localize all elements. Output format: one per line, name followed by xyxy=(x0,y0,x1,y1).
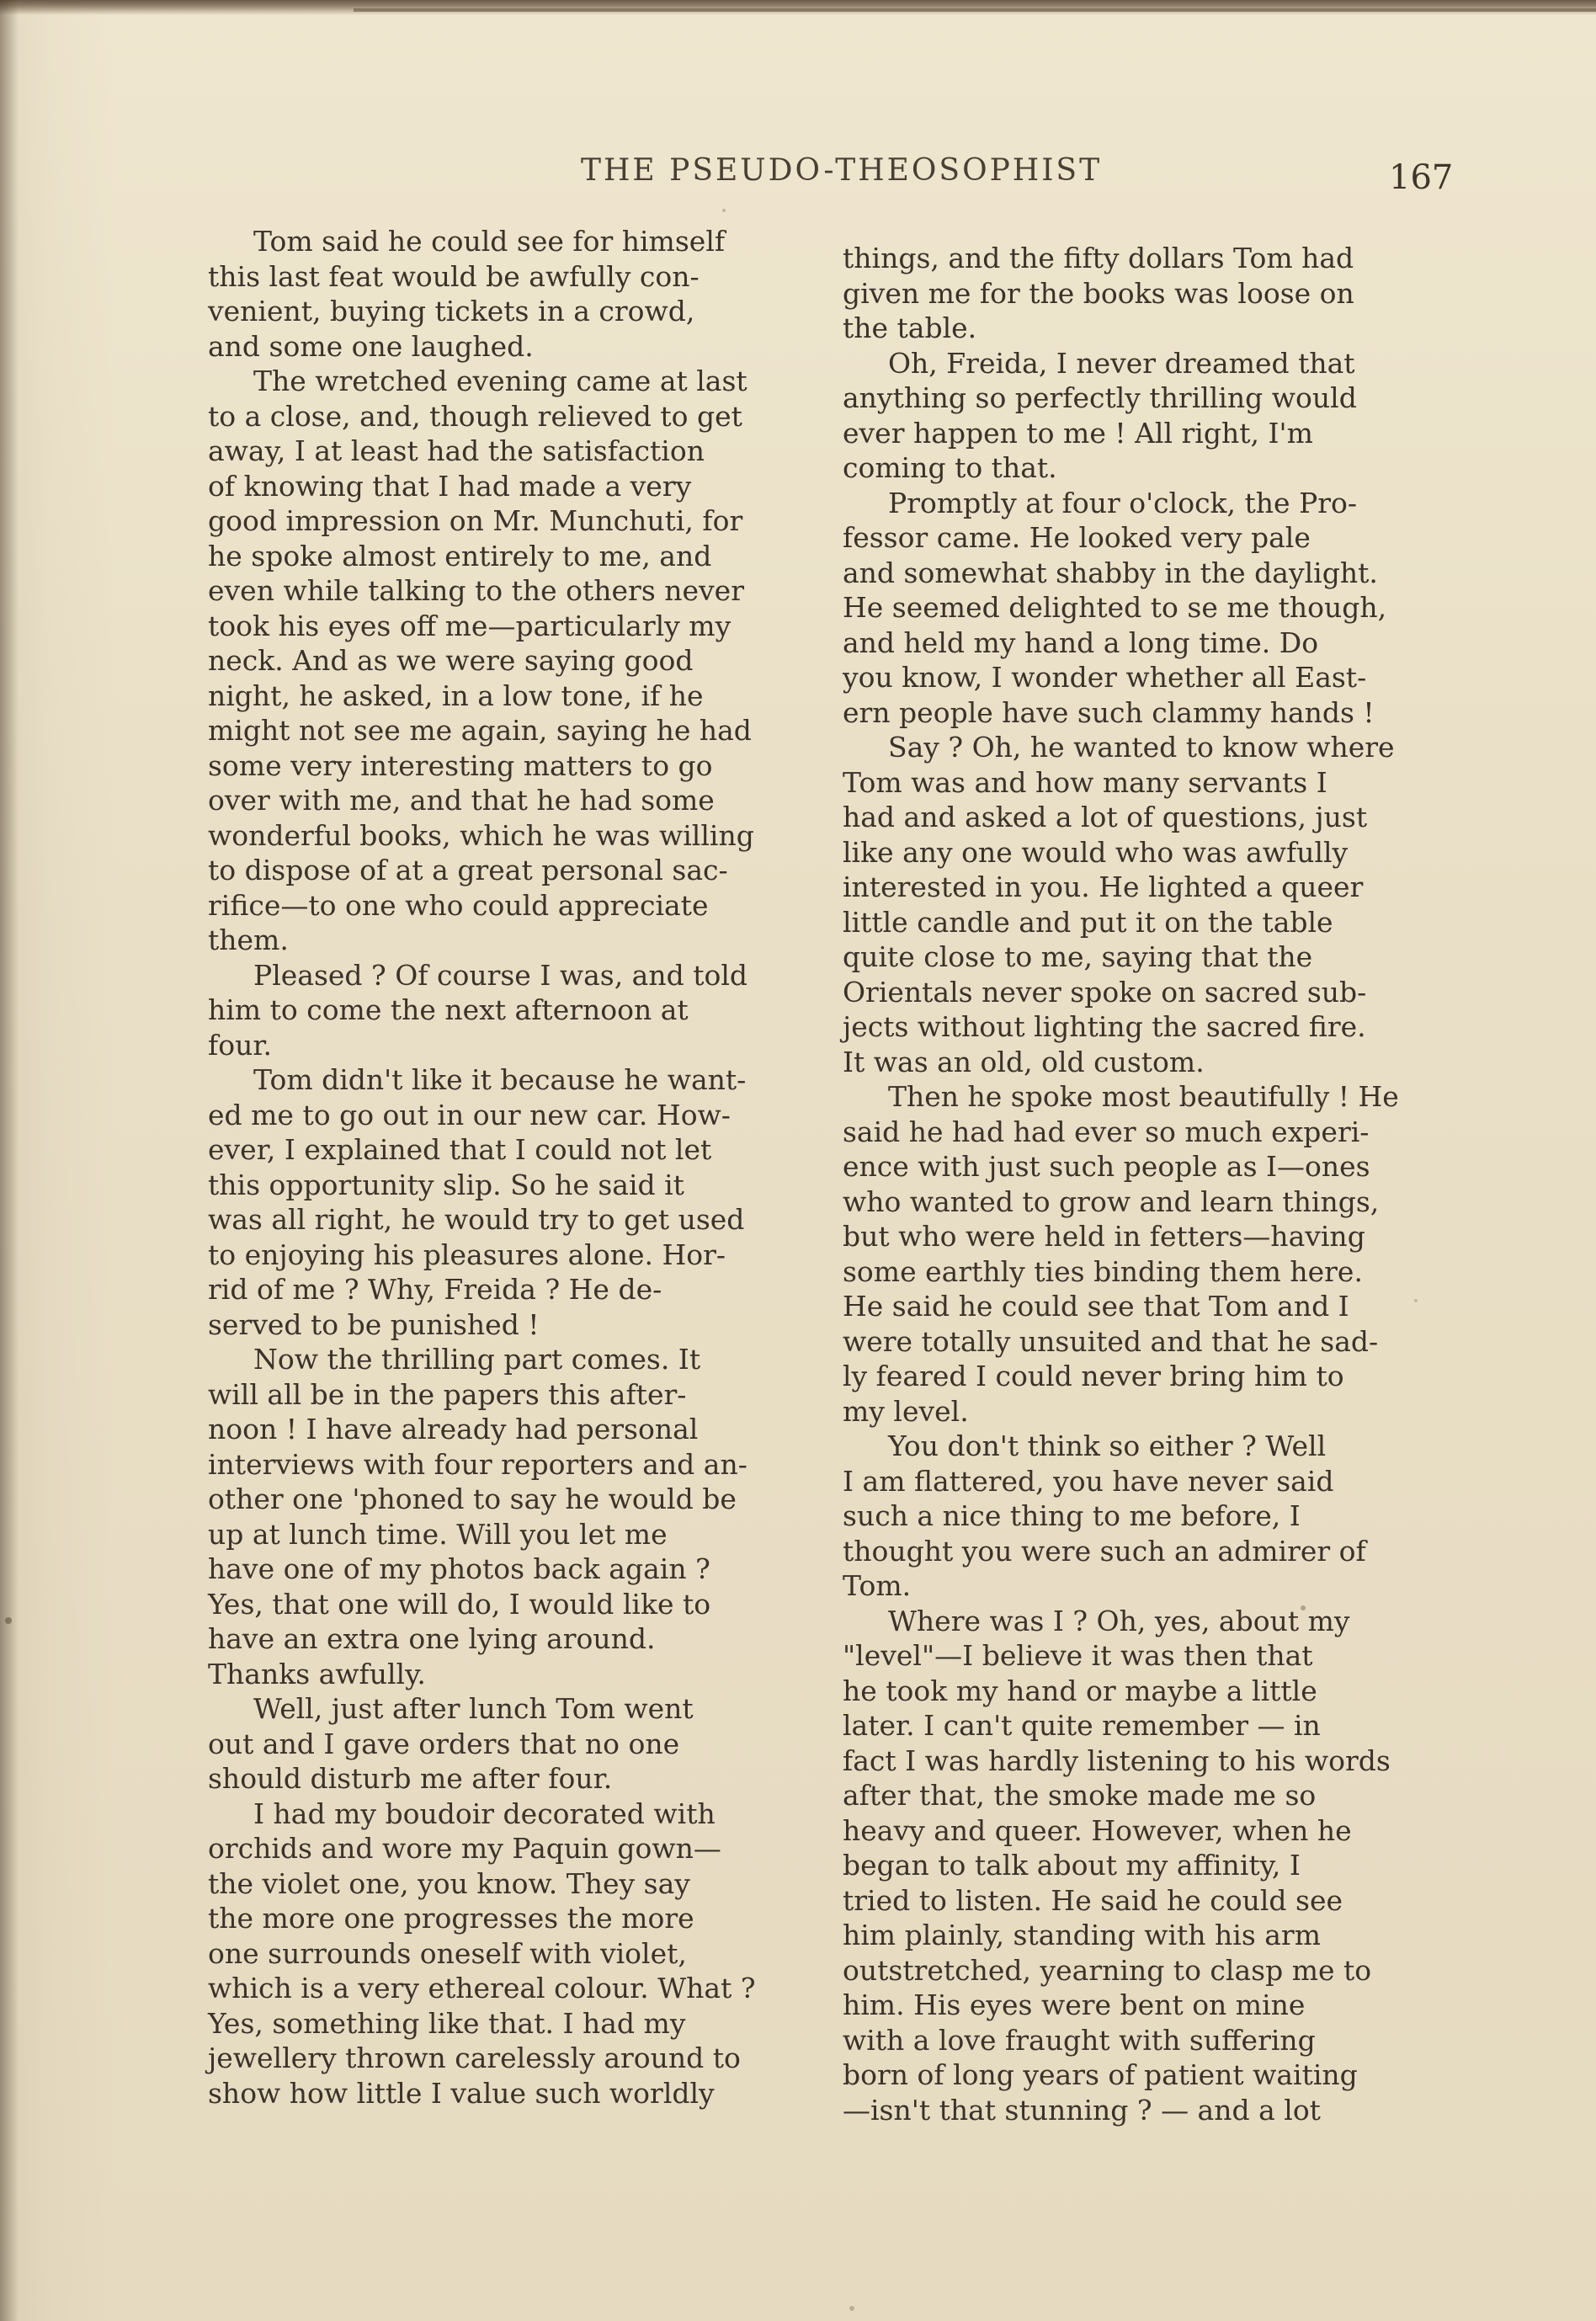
text-line: anything so perfectly thrilling would xyxy=(843,381,1357,414)
text-line: after that, the smoke made me so xyxy=(843,1779,1317,1812)
text-line: interested in you. He lighted a queer xyxy=(843,870,1364,903)
text-line: interviews with four reporters and an- xyxy=(208,1447,747,1481)
text-line: other one 'phoned to say he would be xyxy=(208,1483,737,1515)
text-line: "level"—I believe it was then that xyxy=(843,1639,1313,1672)
text-line: fessor came. He looked very pale xyxy=(843,521,1311,554)
text-line: up at lunch time. Will you let me xyxy=(208,1517,668,1551)
text-line: were totally unsuited and that he sad- xyxy=(843,1324,1379,1358)
text-line: which is a very ethereal colour. What ? xyxy=(208,1972,756,2004)
text-line: Tom said he could see for himself xyxy=(253,225,726,258)
text-line: have an extra one lying around. xyxy=(208,1622,656,1655)
text-line: him plainly, standing with his arm xyxy=(843,1919,1321,1951)
text-line: Well, just after lunch Tom went xyxy=(253,1692,694,1725)
text-line: some earthly ties binding them here. xyxy=(843,1254,1363,1288)
text-line: Tom didn't like it because he want- xyxy=(253,1063,747,1096)
text-line: served to be punished ! xyxy=(208,1307,540,1341)
text-line: thought you were such an admirer of xyxy=(843,1534,1366,1568)
paper-speck xyxy=(1414,1299,1418,1302)
text-line: to dispose of at a great personal sac- xyxy=(208,854,728,886)
text-line: but who were held in fetters—having xyxy=(843,1220,1365,1253)
paper-speck xyxy=(849,2306,854,2311)
text-line: good impression on Mr. Munchuti, for xyxy=(208,504,743,537)
text-line: ly feared I could never bring him to xyxy=(843,1360,1344,1392)
text-line: Where was I ? Oh, yes, about my xyxy=(888,1604,1350,1637)
text-line: Oh, Freida, I never dreamed that xyxy=(888,346,1355,380)
text-line: It was an old, old custom. xyxy=(843,1045,1205,1078)
text-line: this last feat would be awfully con- xyxy=(208,259,700,293)
text-line: born of long years of patient waiting xyxy=(843,2058,1358,2091)
text-line: Say ? Oh, he wanted to know where xyxy=(888,731,1395,764)
text-line: the violet one, you know. They say xyxy=(208,1866,690,1900)
text-line: some very interesting matters to go xyxy=(208,748,713,782)
text-line: noon ! I have already had personal xyxy=(208,1413,699,1445)
text-line: Now the thrilling part comes. It xyxy=(253,1343,701,1376)
text-line: Yes, that one will do, I would like to xyxy=(208,1587,711,1621)
text-line: he spoke almost entirely to me, and xyxy=(208,539,712,572)
text-line: You don't think so either ? Well xyxy=(888,1429,1327,1462)
text-line: you know, I wonder whether all East- xyxy=(843,661,1367,694)
text-line: to enjoying his pleasures alone. Hor- xyxy=(208,1238,726,1271)
text-line: should disturb me after four. xyxy=(208,1762,613,1795)
text-line: things, and the fifty dollars Tom had xyxy=(843,242,1354,274)
text-line: The wretched evening came at last xyxy=(253,365,747,397)
text-line: ern people have such clammy hands ! xyxy=(843,695,1375,729)
text-line: given me for the books was loose on xyxy=(843,276,1354,310)
text-line: the more one progresses the more xyxy=(208,1902,694,1935)
text-line: ed me to go out in our new car. How- xyxy=(208,1098,731,1131)
text-line: and held my hand a long time. Do xyxy=(843,625,1319,659)
text-line: took his eyes off me—particularly my xyxy=(208,609,732,642)
text-line: them. xyxy=(208,924,289,956)
text-line: venient, buying tickets in a crowd, xyxy=(208,295,695,327)
page-number: 167 xyxy=(1389,158,1454,197)
text-line: four. xyxy=(208,1028,272,1062)
text-line: like any one would who was awfully xyxy=(843,835,1349,869)
text-line: even while talking to the others never xyxy=(208,574,744,607)
text-line: might not see me again, saying he had xyxy=(208,714,752,747)
text-line: ever happen to me ! All right, I'm xyxy=(843,416,1313,450)
text-line: Tom. xyxy=(843,1569,912,1602)
running-head-title: THE PSEUDO-THEOSOPHIST xyxy=(581,153,1103,188)
text-line: He seemed delighted to se me though, xyxy=(843,591,1387,624)
text-line: such a nice thing to me before, I xyxy=(843,1499,1301,1532)
text-line: neck. And as we were saying good xyxy=(208,644,694,677)
text-line: have one of my photos back again ? xyxy=(208,1552,710,1585)
text-line: one surrounds oneself with violet, xyxy=(208,1936,687,1970)
text-line: Promptly at four o'clock, the Pro- xyxy=(888,486,1358,519)
text-line: who wanted to grow and learn things, xyxy=(843,1184,1380,1218)
text-line: out and I gave orders that no one xyxy=(208,1727,680,1760)
text-line: rid of me ? Why, Freida ? He de- xyxy=(208,1273,662,1306)
text-line: fact I was hardly listening to his words xyxy=(843,1743,1391,1777)
text-line: Thanks awfully. xyxy=(208,1657,426,1690)
text-line: show how little I value such worldly xyxy=(208,2076,715,2110)
text-line: little candle and put it on the table xyxy=(843,905,1333,939)
text-line: —isn't that stunning ? — and a lot xyxy=(843,2093,1321,2127)
text-line: said he had had ever so much experi- xyxy=(843,1115,1370,1148)
text-line: was all right, he would try to get used xyxy=(208,1203,745,1236)
text-line: I am flattered, you have never said xyxy=(843,1464,1334,1498)
text-line: and somewhat shabby in the daylight. xyxy=(843,556,1378,589)
text-line: ence with just such people as I—ones xyxy=(843,1150,1370,1183)
text-line: Orientals never spoke on sacred sub- xyxy=(843,975,1367,1009)
text-line: outstretched, yearning to clasp me to xyxy=(843,1953,1372,1987)
page-top-edge-line xyxy=(354,8,1596,12)
text-line: coming to that. xyxy=(843,451,1057,484)
text-line: he took my hand or maybe a little xyxy=(843,1674,1317,1707)
text-line: jewellery thrown carelessly around to xyxy=(208,2042,741,2074)
text-line: heavy and queer. However, when he xyxy=(843,1813,1352,1847)
text-line: over with me, and that he had some xyxy=(208,784,715,817)
text-line: Tom was and how many servants I xyxy=(843,765,1327,799)
text-line: had and asked a lot of questions, just xyxy=(843,801,1368,833)
text-line: ever, I explained that I could not let xyxy=(208,1133,712,1166)
text-line: away, I at least had the satisfaction xyxy=(208,434,705,467)
text-line: He said he could see that Tom and I xyxy=(843,1290,1349,1323)
text-line: my level. xyxy=(843,1394,969,1428)
text-line: of knowing that I had made a very xyxy=(208,469,692,503)
text-line: jects without lighting the sacred fire. xyxy=(843,1010,1366,1043)
text-line: Then he spoke most beautifully ! He xyxy=(888,1080,1399,1113)
text-line: night, he asked, in a low tone, if he xyxy=(208,679,704,712)
text-line: him to come the next afternoon at xyxy=(208,993,689,1026)
text-line: I had my boudoir decorated with xyxy=(253,1797,716,1830)
text-line: him. His eyes were bent on mine xyxy=(843,1988,1306,2021)
text-line: and some one laughed. xyxy=(208,329,534,363)
text-line: will all be in the papers this after- xyxy=(208,1377,687,1411)
text-line: orchids and wore my Paquin gown— xyxy=(208,1832,721,1865)
text-line: rifice—to one who could appreciate xyxy=(208,888,709,922)
text-line: Pleased ? Of course I was, and told xyxy=(253,958,748,992)
text-line: Yes, something like that. I had my xyxy=(208,2006,686,2040)
paper-speck xyxy=(722,209,726,212)
text-line: with a love fraught with suffering xyxy=(843,2023,1316,2057)
text-line: wonderful books, which he was willing xyxy=(208,818,754,852)
text-line: quite close to me, saying that the xyxy=(843,940,1313,973)
text-line: began to talk about my affinity, I xyxy=(843,1849,1301,1882)
text-line: tried to listen. He said he could see xyxy=(843,1883,1343,1917)
page-left-edge-shadow xyxy=(0,0,19,2321)
text-line: this opportunity slip. So he said it xyxy=(208,1168,684,1201)
text-line: to a close, and, though relieved to get xyxy=(208,399,742,433)
text-line: later. I can't quite remember — in xyxy=(843,1709,1321,1742)
page-top-edge-shadow xyxy=(0,0,1596,15)
text-line: the table. xyxy=(843,311,977,344)
